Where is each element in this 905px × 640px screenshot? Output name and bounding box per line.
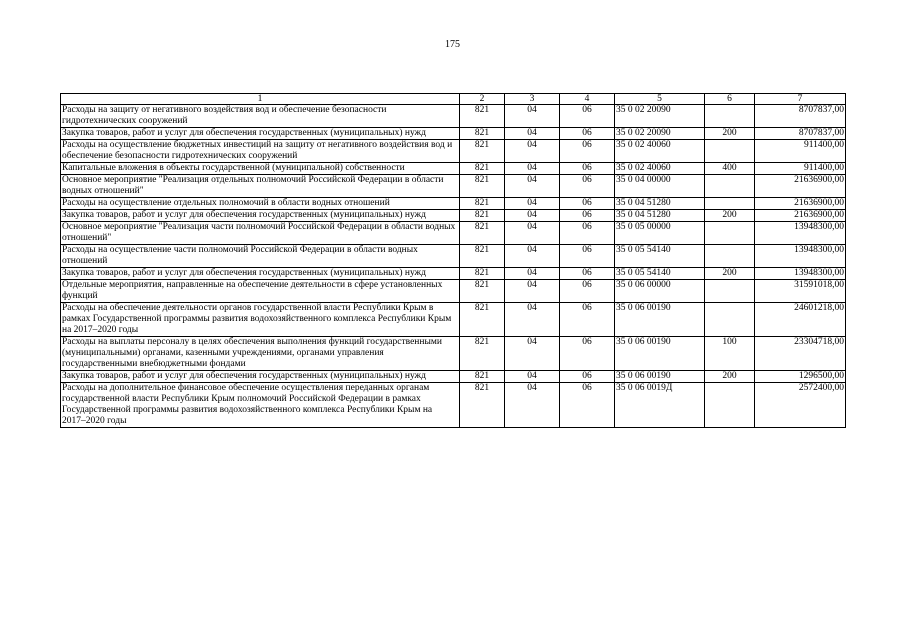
cell-subsection-code: 06	[560, 163, 615, 175]
cell-subsection-code: 06	[560, 383, 615, 428]
table-row	[61, 383, 846, 428]
column-header-2: 2	[460, 94, 505, 105]
cell-name: Расходы на защиту от негативного воздействия вод и обеспечение безопасности гидротехнических сооружений	[61, 105, 460, 128]
cell-target-article: 35 0 06 00190	[615, 371, 705, 383]
cell-amount: 13948300,00	[755, 222, 846, 245]
cell-section-code: 04	[505, 383, 560, 428]
cell-expense-type	[705, 140, 755, 163]
cell-section-code: 04	[505, 163, 560, 175]
cell-amount: 1296500,00	[755, 371, 846, 383]
cell-name: Расходы на осуществление бюджетных инвестиций на защиту от негативного воздействия вод и обеспечение безопасности гидротехнических сооружений	[61, 140, 460, 163]
table-row	[61, 222, 846, 245]
table-row	[61, 303, 846, 337]
cell-name: Расходы на осуществление части полномочий Российской Федерации в области водных отношений	[61, 245, 460, 268]
cell-expense-type: 400	[705, 163, 755, 175]
cell-target-article: 35 0 04 51280	[615, 210, 705, 222]
cell-subsection-code: 06	[560, 128, 615, 140]
cell-section-code: 04	[505, 198, 560, 210]
cell-amount: 13948300,00	[755, 245, 846, 268]
cell-ministry-code: 821	[460, 140, 505, 163]
cell-subsection-code: 06	[560, 198, 615, 210]
table-row	[61, 245, 846, 268]
cell-name: Закупка товаров, работ и услуг для обеспечения государственных (муниципальных) нужд	[61, 210, 460, 222]
column-header-1: 1	[61, 94, 460, 105]
cell-target-article: 35 0 04 51280	[615, 198, 705, 210]
cell-expense-type: 200	[705, 128, 755, 140]
cell-name: Расходы на дополнительное финансовое обеспечение осуществления переданных органам государственной власти Республики Крым полномочий Российской Федерации в рамках Государственной программы развития водохозяйственного комплекса Республики Крым на 2017–2020 годы	[61, 383, 460, 428]
cell-amount: 21636900,00	[755, 198, 846, 210]
cell-expense-type	[705, 222, 755, 245]
cell-ministry-code: 821	[460, 280, 505, 303]
cell-name: Закупка товаров, работ и услуг для обеспечения государственных (муниципальных) нужд	[61, 268, 460, 280]
table-row	[61, 280, 846, 303]
cell-subsection-code: 06	[560, 105, 615, 128]
cell-target-article: 35 0 06 00190	[615, 337, 705, 371]
cell-target-article: 35 0 02 40060	[615, 163, 705, 175]
cell-expense-type: 200	[705, 371, 755, 383]
table-row	[61, 198, 846, 210]
cell-subsection-code: 06	[560, 222, 615, 245]
column-header-3: 3	[505, 94, 560, 105]
cell-expense-type: 200	[705, 268, 755, 280]
cell-expense-type: 100	[705, 337, 755, 371]
table-row	[61, 371, 846, 383]
cell-ministry-code: 821	[460, 222, 505, 245]
header-row	[61, 94, 846, 105]
cell-expense-type	[705, 303, 755, 337]
cell-name: Основное мероприятие "Реализация части полномочий Российской Федерации в области водных отношений"	[61, 222, 460, 245]
cell-subsection-code: 06	[560, 245, 615, 268]
cell-target-article: 35 0 05 54140	[615, 268, 705, 280]
cell-target-article: 35 0 04 00000	[615, 175, 705, 198]
column-header-7: 7	[755, 94, 846, 105]
table-row	[61, 163, 846, 175]
cell-amount: 2572400,00	[755, 383, 846, 428]
cell-amount: 23304718,00	[755, 337, 846, 371]
table-row	[61, 128, 846, 140]
cell-ministry-code: 821	[460, 245, 505, 268]
cell-amount: 24601218,00	[755, 303, 846, 337]
table-row	[61, 268, 846, 280]
cell-section-code: 04	[505, 303, 560, 337]
column-header-6: 6	[705, 94, 755, 105]
cell-section-code: 04	[505, 337, 560, 371]
cell-expense-type: 200	[705, 210, 755, 222]
cell-amount: 8707837,00	[755, 128, 846, 140]
cell-ministry-code: 821	[460, 128, 505, 140]
cell-name: Капитальные вложения в объекты государственной (муниципальной) собственности	[61, 163, 460, 175]
cell-section-code: 04	[505, 105, 560, 128]
cell-name: Расходы на выплаты персоналу в целях обеспечения выполнения функций государственными (муниципальными) органами, казенными учреждениями, органами управления государственными внебюджетными фондами	[61, 337, 460, 371]
cell-expense-type	[705, 280, 755, 303]
cell-target-article: 35 0 06 00190	[615, 303, 705, 337]
cell-target-article: 35 0 06 00000	[615, 280, 705, 303]
cell-ministry-code: 821	[460, 163, 505, 175]
table-row	[61, 337, 846, 371]
cell-ministry-code: 821	[460, 175, 505, 198]
cell-ministry-code: 821	[460, 198, 505, 210]
page-number: 175	[445, 39, 460, 50]
cell-subsection-code: 06	[560, 175, 615, 198]
cell-expense-type	[705, 175, 755, 198]
table-row	[61, 175, 846, 198]
cell-name: Расходы на обеспечение деятельности органов государственной власти Республики Крым в рамках Государственной программы развития водохозяйственного комплекса Республики Крым на 2017–2020 годы	[61, 303, 460, 337]
cell-name: Расходы на осуществление отдельных полномочий в области водных отношений	[61, 198, 460, 210]
cell-section-code: 04	[505, 371, 560, 383]
cell-subsection-code: 06	[560, 303, 615, 337]
cell-section-code: 04	[505, 128, 560, 140]
cell-subsection-code: 06	[560, 268, 615, 280]
cell-target-article: 35 0 05 54140	[615, 245, 705, 268]
cell-ministry-code: 821	[460, 268, 505, 280]
cell-expense-type	[705, 198, 755, 210]
cell-amount: 21636900,00	[755, 210, 846, 222]
cell-section-code: 04	[505, 222, 560, 245]
cell-target-article: 35 0 02 20090	[615, 128, 705, 140]
cell-expense-type	[705, 245, 755, 268]
cell-amount: 911400,00	[755, 140, 846, 163]
cell-section-code: 04	[505, 175, 560, 198]
cell-ministry-code: 821	[460, 210, 505, 222]
cell-amount: 13948300,00	[755, 268, 846, 280]
cell-ministry-code: 821	[460, 105, 505, 128]
table-row	[61, 210, 846, 222]
cell-name: Закупка товаров, работ и услуг для обеспечения государственных (муниципальных) нужд	[61, 371, 460, 383]
cell-expense-type	[705, 105, 755, 128]
cell-section-code: 04	[505, 210, 560, 222]
cell-ministry-code: 821	[460, 337, 505, 371]
cell-amount: 21636900,00	[755, 175, 846, 198]
cell-target-article: 35 0 02 40060	[615, 140, 705, 163]
cell-ministry-code: 821	[460, 371, 505, 383]
cell-section-code: 04	[505, 268, 560, 280]
cell-name: Отдельные мероприятия, направленные на обеспечение деятельности в сфере установленных функций	[61, 280, 460, 303]
cell-subsection-code: 06	[560, 337, 615, 371]
cell-amount: 31591018,00	[755, 280, 846, 303]
table-row	[61, 105, 846, 128]
cell-subsection-code: 06	[560, 140, 615, 163]
cell-section-code: 04	[505, 140, 560, 163]
table-header	[61, 94, 846, 105]
table-body	[61, 105, 846, 428]
column-header-5: 5	[615, 94, 705, 105]
cell-target-article: 35 0 05 00000	[615, 222, 705, 245]
cell-subsection-code: 06	[560, 371, 615, 383]
cell-target-article: 35 0 06 0019Д	[615, 383, 705, 428]
cell-amount: 911400,00	[755, 163, 846, 175]
cell-expense-type	[705, 383, 755, 428]
cell-section-code: 04	[505, 280, 560, 303]
cell-target-article: 35 0 02 20090	[615, 105, 705, 128]
cell-subsection-code: 06	[560, 210, 615, 222]
column-header-4: 4	[560, 94, 615, 105]
cell-name: Основное мероприятие "Реализация отдельных полномочий Российской Федерации в области водных отношений"	[61, 175, 460, 198]
cell-subsection-code: 06	[560, 280, 615, 303]
cell-ministry-code: 821	[460, 383, 505, 428]
table-row	[61, 140, 846, 163]
budget-table	[60, 93, 846, 428]
cell-name: Закупка товаров, работ и услуг для обеспечения государственных (муниципальных) нужд	[61, 128, 460, 140]
cell-section-code: 04	[505, 245, 560, 268]
cell-amount: 8707837,00	[755, 105, 846, 128]
cell-ministry-code: 821	[460, 303, 505, 337]
